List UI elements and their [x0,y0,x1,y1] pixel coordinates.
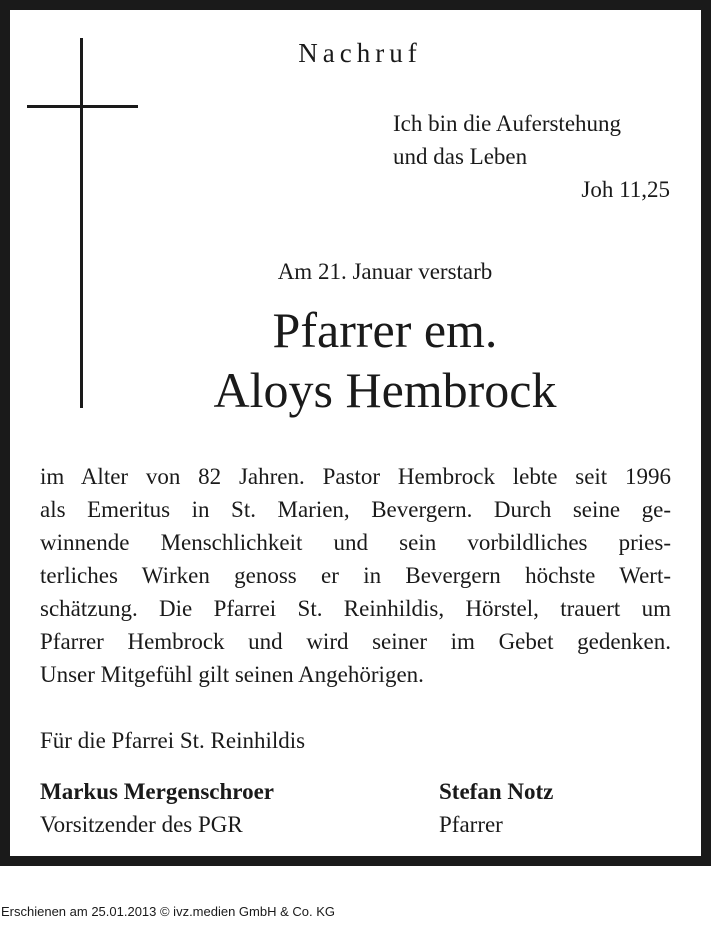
verse-line-1: Ich bin die Auferstehung [393,111,622,136]
notice-heading: Nachruf [298,38,422,68]
verse-reference: Joh 11,25 [581,177,670,202]
deceased-title: Pfarrer em. [272,302,498,358]
signatory-name: Stefan Notz [439,779,554,804]
signatory-role: Vorsitzender des PGR [40,812,243,837]
signatory-right [439,775,553,841]
publication-footer: Erschienen am 25.01.2013 © ivz.medien GmbH & Co. KG [1,904,336,919]
cross-horizontal-bar [27,105,138,108]
death-date-intro: Am 21. Januar verstarb [277,259,493,284]
body-line: terliches Wirken genoss er in Bevergern höchste Wert- [40,563,671,588]
obituary-body [40,460,671,691]
signatory-left [40,775,274,841]
body-line: als Emeritus in St. Marien, Bevergern. Durch seine ge- [40,497,671,522]
body-line: winnende Menschlichkeit und sein vorbildliches pries- [40,530,671,555]
body-line: schätzung. Die Pfarrei St. Reinhildis, Hörstel, trauert um [40,596,671,621]
signatory-name: Markus Mergenschroer [40,779,274,804]
signatory-role: Pfarrer [439,812,503,837]
body-line: im Alter von 82 Jahren. Pastor Hembrock lebte seit 1996 [40,464,671,489]
body-line: Unser Mitgefühl gilt seinen Angehörigen. [40,662,424,687]
deceased-fullname: Aloys Hembrock [213,362,557,418]
verse-line-2: und das Leben [393,144,528,169]
deceased-name [110,300,660,420]
cross-vertical-bar [80,38,83,408]
body-line: Pfarrer Hembrock und wird seiner im Gebet gedenken. [40,629,671,654]
signoff-line: Für die Pfarrei St. Reinhildis [40,728,306,753]
bible-verse [393,107,671,173]
